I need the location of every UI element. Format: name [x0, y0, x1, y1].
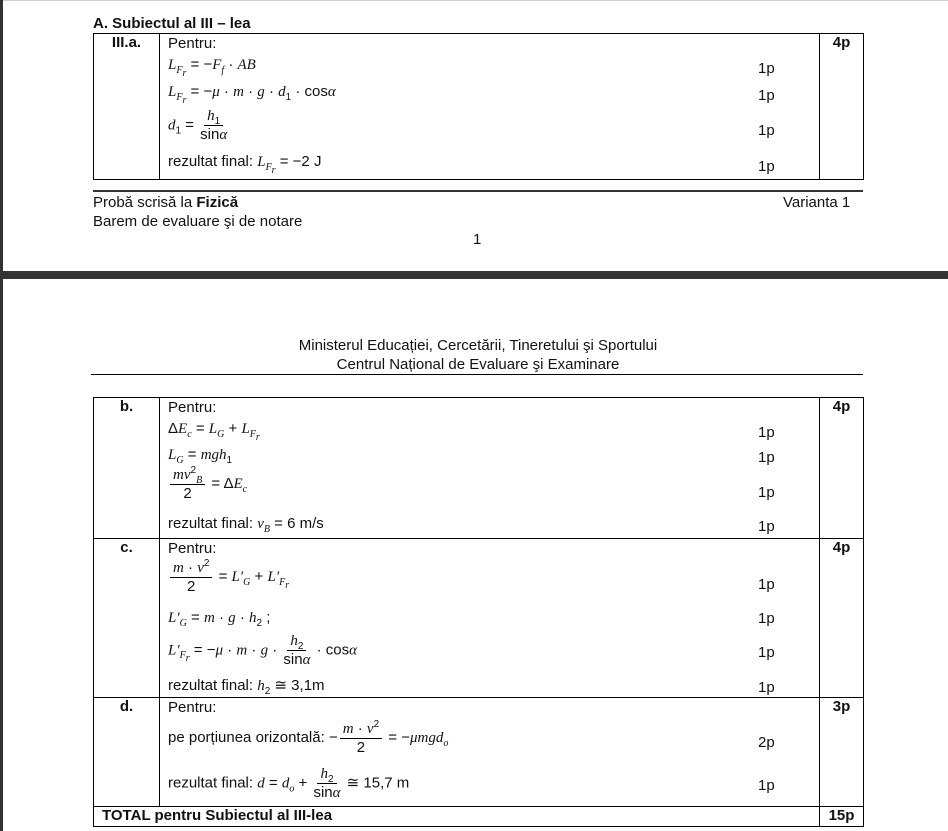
line-points: 2p — [758, 734, 775, 751]
header-rule — [91, 374, 863, 375]
formula-line: $\frac{mv^2_B}{2}$ = $\Delta E_c$ — [168, 466, 247, 502]
total-points: 15p — [820, 807, 864, 827]
row-label: d. — [94, 698, 160, 807]
row-content — [160, 698, 820, 807]
intro-text: Pentru: — [168, 699, 217, 716]
line-points: 1p — [758, 576, 775, 593]
row-content — [160, 34, 820, 180]
line-points: 1p — [758, 644, 775, 661]
row-content — [160, 539, 820, 698]
row-content — [160, 398, 820, 539]
formula-line: $L'_{F_r} = -\mu \cdot m \cdot g$ · $\frac{h_2}{\sin\alpha}$ · cosα — [168, 633, 358, 668]
header-center: Centrul Național de Evaluare şi Examinare — [336, 356, 620, 373]
header-ministry: Ministerul Educației, Cercetării, Tineretului şi Sportului — [298, 337, 658, 354]
row-label: c. — [94, 539, 160, 698]
footer-rule — [93, 190, 863, 192]
line-points: 1p — [758, 424, 775, 441]
row-total-points: 4p — [820, 34, 864, 180]
table-row-a — [94, 34, 864, 180]
line-points: 1p — [758, 777, 775, 794]
table-row-c — [94, 539, 864, 698]
window-top-border — [0, 0, 948, 1]
page-number: 1 — [473, 231, 482, 248]
intro-text: Pentru: — [168, 399, 217, 416]
line-points: 1p — [758, 484, 775, 501]
formula-line: pe porțiunea orizontală: − $\frac{m \cdot v^2}{2}$ = −μmgd$_o$ — [168, 719, 449, 756]
table-row-b — [94, 398, 864, 539]
formula-line: $\Delta E_c = L_G + L_{F_r}$ — [168, 420, 260, 443]
grading-table-page2 — [93, 397, 864, 827]
line-points: 1p — [758, 158, 775, 175]
line-points: 1p — [758, 518, 775, 535]
row-total-points: 3p — [820, 698, 864, 807]
section-title: A. Subiectul al III – lea — [93, 15, 251, 32]
grading-table-page1 — [93, 33, 864, 180]
line-points: 1p — [758, 610, 775, 627]
table-row-d — [94, 698, 864, 807]
intro-text: Pentru: — [168, 540, 217, 557]
exam-label: Probă scrisă la Fizică — [93, 194, 239, 211]
row-total-points: 4p — [820, 398, 864, 539]
line-points: 1p — [758, 122, 775, 139]
formula-line: $\frac{m \cdot v^2}{2}$ = $L'_G + L'_{F_r}$ — [168, 559, 289, 595]
formula-line: $L_{F_r} = -F_f$ · AB — [168, 56, 256, 79]
formula-line: $L_G = mgh_1$ — [168, 446, 233, 466]
formula-line: $L_{F_r} = -\mu \cdot m \cdot g \cdot d_1 \cdot \cos\alpha$ — [168, 83, 336, 106]
row-label: III.a. — [94, 34, 160, 180]
result-line: rezultat final: $v_B = 6$ m/s — [168, 515, 324, 535]
total-label: TOTAL pentru Subiectul al III-lea — [94, 807, 820, 827]
footer-subtitle: Barem de evaluare şi de notare — [93, 213, 303, 230]
table-row-total — [94, 807, 864, 827]
result-line: rezultat final: $h_2$ ≅ 3,1m — [168, 677, 325, 697]
intro-text: Pentru: — [168, 35, 217, 52]
line-points: 1p — [758, 60, 775, 77]
row-label: b. — [94, 398, 160, 539]
line-points: 1p — [758, 679, 775, 696]
row-total-points: 4p — [820, 539, 864, 698]
variant-label: Varianta 1 — [783, 194, 851, 211]
line-points: 1p — [758, 449, 775, 466]
formula-line: $d_1$ = $\frac{h_1}{\sin\alpha}$ — [168, 108, 228, 143]
line-points: 1p — [758, 87, 775, 104]
result-line: rezultat final: $d = d_o$ + $\frac{h_2}{\sin\alpha}$ ≅ 15,7 m — [168, 766, 410, 801]
result-line: rezultat final: $L_{F_r} = -2$ J — [168, 153, 322, 176]
formula-line: $L'_G = m \cdot g \cdot h_2$ ; — [168, 609, 271, 629]
viewer-left-border — [0, 0, 3, 831]
page-separator — [0, 271, 948, 279]
